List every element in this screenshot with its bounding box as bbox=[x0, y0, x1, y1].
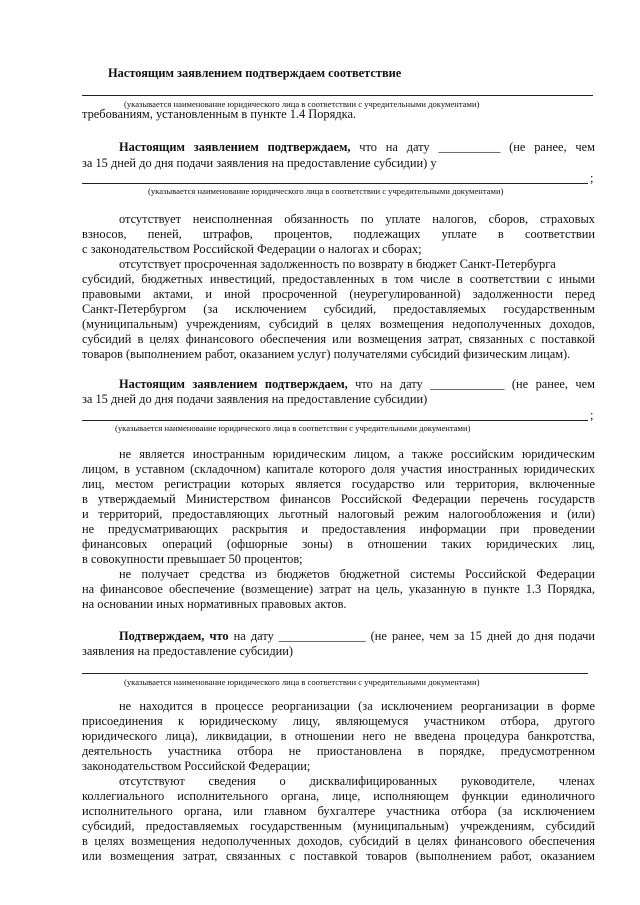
block3-line1 bbox=[119, 377, 595, 392]
block4-p2-line: отсутствуют сведения о дисквалифицированных руководителе, членах bbox=[119, 774, 595, 788]
block3-p1-line: в совокупности превышает 50 процентов; bbox=[82, 552, 303, 566]
block2-p2-line: товаров (выполнением работ, оказанием услуг) получателями субсидий физическим лицам). bbox=[82, 347, 571, 361]
block4-p1-line: юридического лица), ликвидации, в отношении него не введена процедура банкротства, bbox=[82, 729, 595, 743]
block3-p1-line: лицом, в уставном (складочном) капитале которого доля участия иностранных юридических bbox=[82, 462, 595, 476]
block2-p1-line: взносов, пеней, штрафов, процентов, подлежащих уплате в соответствии bbox=[82, 227, 595, 241]
block3-p2-line: не получает средства из бюджетов бюджетной системы Российской Федерации bbox=[119, 567, 595, 581]
block4-p1-line: не находится в процессе реорганизации (за исключением реорганизации в форме bbox=[119, 699, 595, 713]
block4-lead: Подтверждаем, что bbox=[119, 629, 229, 643]
block4-p2-line: в целях возмещения недополученных доходов, субсидий в целях финансового обеспечения bbox=[82, 834, 595, 848]
block4-line1 bbox=[119, 629, 595, 644]
block2-lead: Настоящим заявлением подтверждаем, bbox=[119, 140, 351, 154]
block3-p1-line: не является иностранным юридическим лицом, а также российским юридическим bbox=[119, 447, 595, 461]
block3-lead: Настоящим заявлением подтверждаем, bbox=[119, 377, 348, 391]
block4-fill-line bbox=[82, 673, 588, 674]
block4-line2: заявления на предоставление субсидии) bbox=[82, 644, 294, 658]
block4-p1-line: деятельность участника отбора не приостановлена в порядке, предусмотренном bbox=[82, 744, 595, 758]
block4-p1-line: присоединения к юридическому лицу, являющемуся участником отбора, другого bbox=[82, 714, 595, 728]
block3-p1-line: финансовых операций (офшорные зоны) в отношении таких юридических лиц, bbox=[82, 537, 595, 551]
block2-fill-line bbox=[82, 183, 588, 184]
block2-p2-line: правовыми актами, и иной просроченной (неурегулированной) задолженности перед bbox=[82, 287, 595, 301]
block2-p2-line: субсидий в целях финансового обеспечения или возмещения затрат, связанных с поставкой bbox=[82, 332, 595, 346]
block2-line1-rest: что на дату __________ (не ранее, чем bbox=[350, 140, 595, 154]
block4-p1-line: законодательством Российской Федерации; bbox=[82, 759, 311, 773]
block3-fill-line bbox=[82, 420, 588, 421]
block2-caption: (указывается наименование юридического лица в соответствии с учредительными документами) bbox=[148, 186, 504, 196]
block2-p1-line: отсутствует неисполненная обязанность по уплате налогов, сборов, страховых bbox=[119, 212, 595, 226]
block2-p2-line: Санкт-Петербургом (за исключением субсидий, предоставляемых государственным bbox=[82, 302, 595, 316]
block2-p2-line: субсидий, бюджетных инвестиций, предоставленных в том числе в соответствии с иными bbox=[82, 272, 595, 286]
block3-semicolon: ; bbox=[590, 408, 594, 422]
block3-p1-line: лиц, местом регистрации которых является государство или территория, включенные bbox=[82, 477, 595, 491]
block2-line2: за 15 дней до дня подачи заявления на предоставление субсидии) у bbox=[82, 156, 437, 170]
block3-p1-line: и территорий, предоставляющих льготный налоговый режим налогообложения и (или) bbox=[82, 507, 595, 521]
block4-p2-line: коллегиального исполнительного органа, лице, исполняющем функции единоличного bbox=[82, 789, 595, 803]
block4-line1-rest: на дату ______________ (не ранее, чем за 15 дней до дня подачи bbox=[228, 629, 595, 643]
block3-caption: (указывается наименование юридического лица в соответствии с учредительными документами) bbox=[115, 423, 471, 433]
block3-line2: за 15 дней до дня подачи заявления на предоставление субсидии) bbox=[82, 392, 428, 406]
block3-p1-line: в утверждаемый Министерством финансов Российской Федерации перечень государств bbox=[82, 492, 595, 506]
block2-p2-line: отсутствует просроченная задолженность по возврату в бюджет Санкт-Петербурга bbox=[119, 257, 556, 271]
block4-caption: (указывается наименование юридического лица в соответствии с учредительными документами) bbox=[124, 677, 480, 687]
block1-caption: (указывается наименование юридического лица в соответствии с учредительными документами) bbox=[124, 99, 480, 109]
block4-p2-line: или возмещения затрат, связанных с поставкой товаров (выполнением работ, оказанием bbox=[82, 849, 595, 863]
block1-text: требованиям, установленным в пункте 1.4 Порядка. bbox=[82, 107, 357, 121]
block4-p2-line: субсидий, предоставляемых государственным (муниципальным) учреждениям, субсидий bbox=[82, 819, 595, 833]
block3-p2-line: на финансовое обеспечение (возмещение) затрат на цель, указанную в пункте 1.3 Порядка, bbox=[82, 582, 595, 596]
block2-p1-line: с законодательством Российской Федерации о налогах и сборах; bbox=[82, 242, 422, 256]
block2-line1 bbox=[119, 140, 595, 155]
block4-p2-line: исполнительного органа, или главном бухгалтере участника отбора (за исключением bbox=[82, 804, 595, 818]
block1-fill-line bbox=[82, 95, 593, 96]
block3-p2-line: на основании иных нормативных правовых актов. bbox=[82, 597, 347, 611]
block3-p1-line: не предусматривающих раскрытия и предоставления информации при проведении bbox=[82, 522, 595, 536]
block2-semicolon: ; bbox=[590, 171, 594, 185]
block2-p2-line: (муниципальным) учреждениям, субсидий в целях возмещения недополученных доходов, bbox=[82, 317, 595, 331]
block1-heading: Настоящим заявлением подтверждаем соответствие bbox=[108, 66, 402, 80]
block3-line1-rest: что на дату ____________ (не ранее, чем bbox=[347, 377, 595, 391]
